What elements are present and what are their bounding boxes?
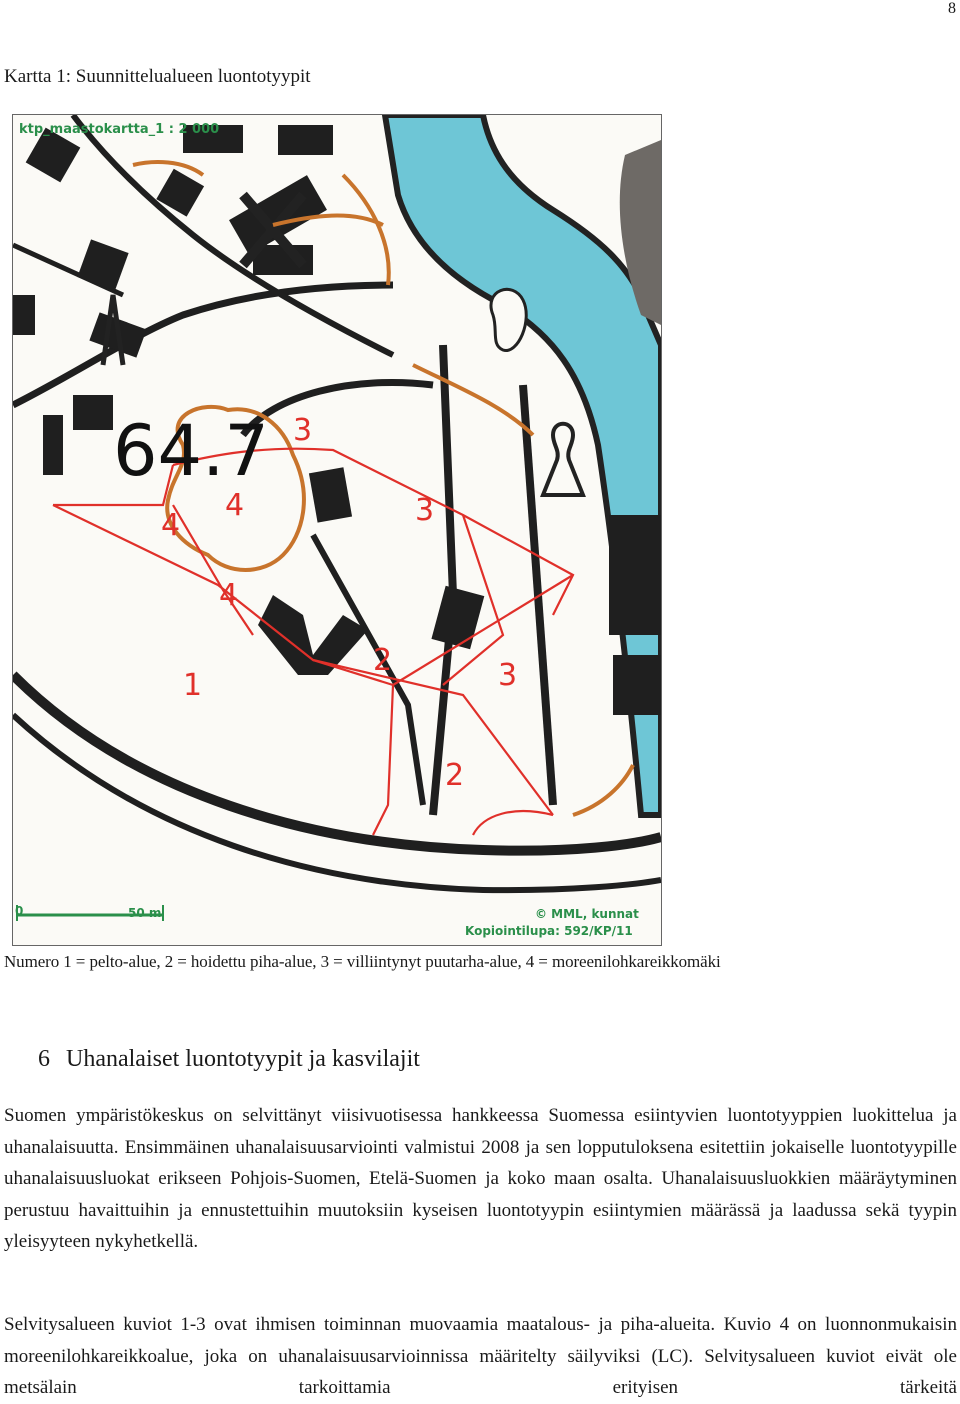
parcel-number: 64.7 [113,410,269,492]
scale-zero: 0 [15,904,24,918]
section-number: 6 [38,1046,50,1072]
zone-label: 3 [415,493,435,528]
map-legend: Numero 1 = pelto-alue, 2 = hoidettu piha-alue, 3 = villiintynyt puutarha-alue, 4 = moreenilohkareikkomäki [4,952,721,971]
zone-label: 4 [161,508,181,543]
zone-label: 2 [445,758,465,793]
map-license: Kopiointilupa: 592/KP/11 [465,924,633,938]
section-heading [38,1046,420,1073]
map-title: ktp_maastokartta_1 : 2 000 [19,122,220,137]
zone-label: 3 [293,413,313,448]
map-copyright: © MML, kunnat [535,907,639,921]
page-number: 8 [948,0,956,17]
zone-label: 3 [498,658,518,693]
zone-label: 1 [183,668,203,703]
section-title: Uhanalaiset luontotyypit ja kasvilajit [66,1046,420,1072]
body-paragraph: Suomen ympäristökeskus on selvittänyt viisivuotisessa hankkeessa Suomessa esiintyvien luontotyyppien luokittelua ja uhanalaisuutta. Ensimmäinen uhanalaisuusarviointi valmistui 2008 ja sen lopputuloksena esitettiin jokaiselle luontotyypille uhanalaisuusluokat erikseen Pohjois-Suomen, Etelä-Suomen ja koko maan osalta. Uhanalaisuusluokkien määräytyminen perustuu havaittuihin ja ennustettuihin muutoksiin kyseisen luontotyypin esiintymien määrässä ja laadussa sekä tyypin yleisyyteen nykyhetkellä. [4,1105,957,1252]
zone-label: 2 [373,643,393,678]
body-paragraph: Selvitysalueen kuviot 1-3 ovat ihmisen toiminnan muovaamia maatalous- ja piha-alueita. Kuvio 4 on luonnonmukaisin moreenilohkareikkoalue, joka on uhanalaisuusarvioinnissa määritelty säilyviksi (LC). Selvitysalueen kuviot eivät ole metsälain tarkoittamia erityisen tärkeitä [4,1314,957,1398]
zone-label: 4 [219,578,239,613]
zone-label: 4 [225,488,245,523]
map-canvas [13,115,661,945]
map-caption: Kartta 1: Suunnittelualueen luontotyypit [4,66,311,87]
scale-distance: 50 m [128,906,162,920]
nature-type-map [12,114,662,946]
